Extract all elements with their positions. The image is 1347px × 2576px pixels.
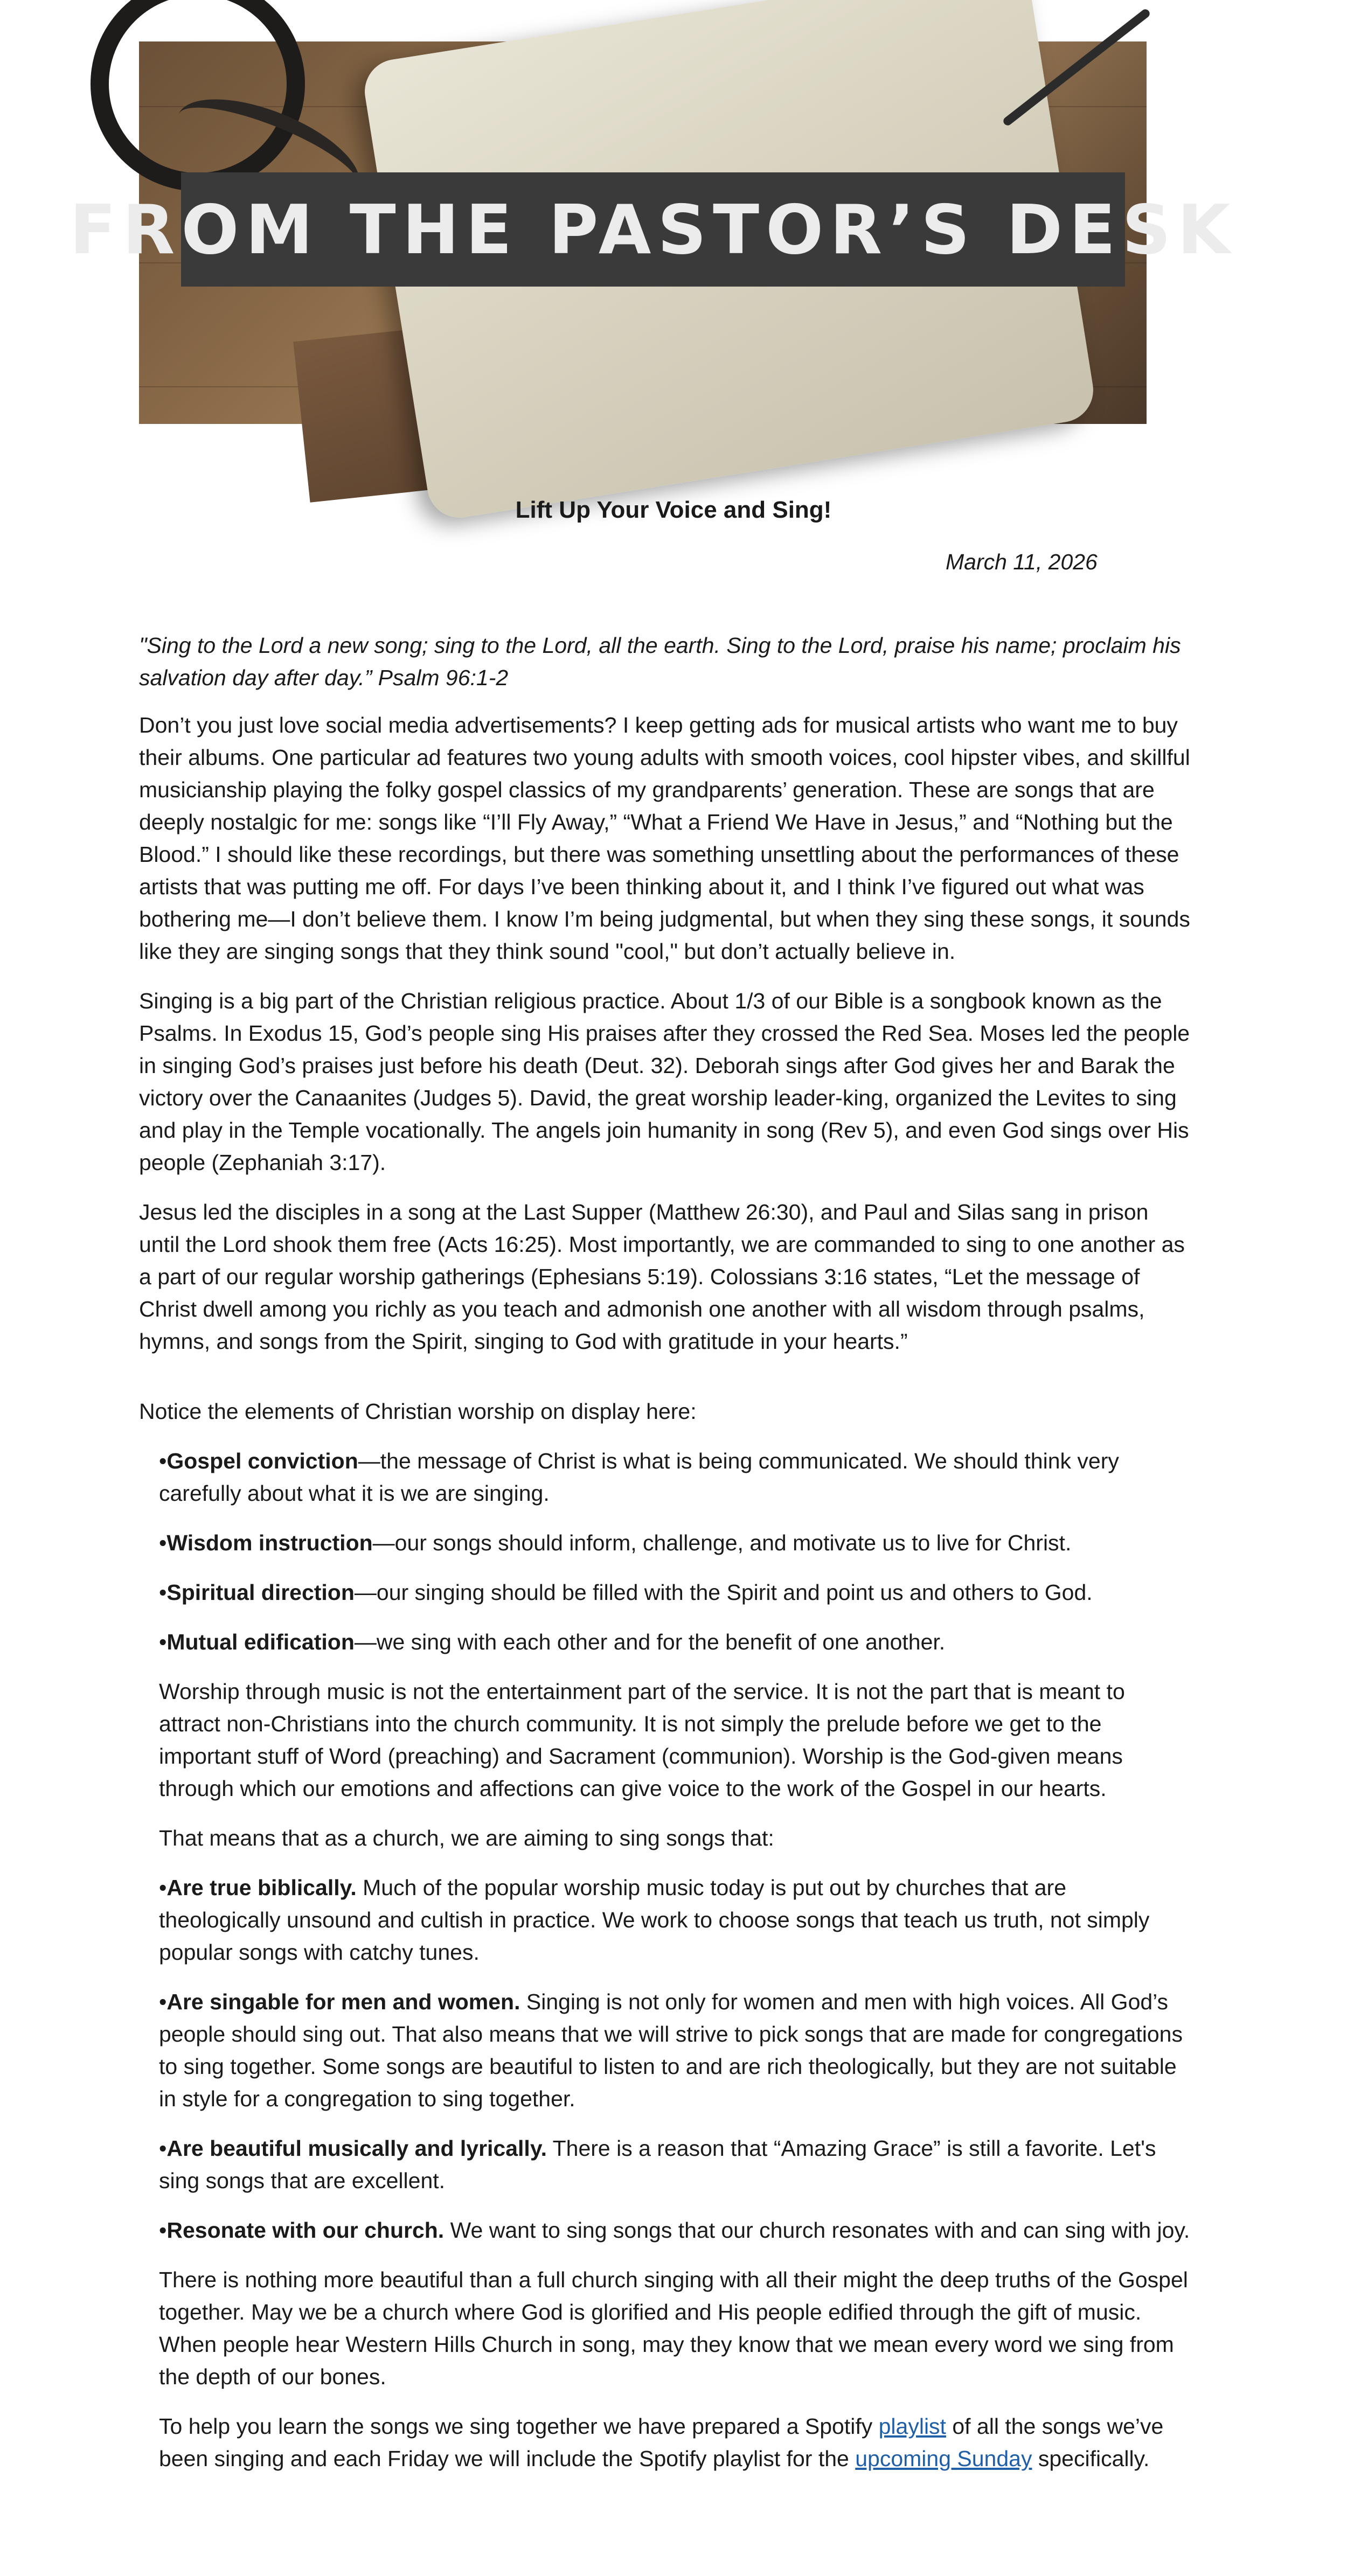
list-item-desc: —the message of Christ is what is being communicated. We should think very carefully about what it is we are singing. — [159, 1449, 1119, 1506]
paragraph: Worship through music is not the entertainment part of the service. It is not the part that is meant to attract non-Christians into the church community. It is not simply the prelude before we get to the important stuff of Word (preaching) and Sacrament (communion). Worship is the God-given means through which our emotions and affections can give voice to the work of the Gospel in our hearts. — [159, 1679, 1125, 1801]
list-item-term: Mutual edification — [166, 1630, 355, 1654]
paragraph: Jesus led the disciples in a song at the Last Supper (Matthew 26:30), and Paul and Silas sang in prison until the Lord shook them free (Acts 16:25). Most importantly, we are commanded to sing to one another as a part of our regular worship gatherings (Ephesians 5:19). Colossians 3:16 states, “Let the message of Christ dwell among you richly as you teach and admonish one another with all wisdom through psalms, hymns, and songs from the Spirit, singing to God with gratitude in your hearts.” — [139, 1200, 1185, 1354]
list-item — [159, 2214, 1191, 2246]
elements-intro: Notice the elements of Christian worship on display here: — [139, 1399, 697, 1424]
article-date: March 11, 2026 — [946, 549, 1098, 574]
list-item-term: Wisdom instruction — [166, 1530, 373, 1555]
article-body — [139, 629, 1191, 2492]
list-item-term: Gospel conviction — [166, 1449, 358, 1473]
list-item — [159, 1445, 1191, 1509]
list-item-term: Are beautiful musically and lyrically. — [166, 2136, 547, 2161]
spotify-text: of all the songs we’ve been singing and each Friday we will include the Spotify playlist for the — [159, 2414, 1164, 2471]
list-item — [159, 1527, 1191, 1559]
list-item-term: Are singable for men and women. — [166, 1989, 520, 2014]
bullet-icon: • — [159, 1530, 167, 1555]
banner-title: FROM THE PASTOR’S DESK — [70, 190, 1237, 269]
list-item-desc: —we sing with each other and for the benefit of one another. — [354, 1630, 946, 1654]
header-banner-image — [70, 41, 1237, 424]
banner-title-bar — [70, 172, 1237, 287]
list-item-desc: There is a reason that “Amazing Grace” is still a favorite. Let's sing songs that are excellent. — [159, 2136, 1156, 2193]
bullet-icon: • — [159, 1580, 167, 1605]
list-item-term: Resonate with our church. — [166, 2218, 445, 2243]
playlist-link[interactable]: playlist — [878, 2414, 946, 2439]
bullet-icon: • — [159, 1449, 167, 1473]
list-item-desc: We want to sing songs that our church resonates with and can sing with joy. — [444, 2218, 1190, 2243]
list-item-term: Spiritual direction — [166, 1580, 355, 1605]
elements-list — [139, 1445, 1191, 2475]
bullet-icon: • — [159, 1875, 167, 1900]
spotify-text: specifically. — [1032, 2446, 1150, 2471]
list-item-desc: Singing is not only for women and men with high voices. All God’s people should sing out. That also means that we will strive to pick songs that are made for congregations to sing together. Some songs are beautiful to listen to and are rich theologically, but they are not suitable in style for a congregation to sing together. — [159, 1989, 1183, 2111]
list-item-desc: Much of the popular worship music today is put out by churches that are theologically unsound and cultish in practice. We work to choose songs that teach us truth, not simply popular songs with catchy tunes. — [159, 1875, 1150, 1965]
article-title: Lift Up Your Voice and Sing! — [515, 497, 832, 523]
bullet-icon: • — [159, 1630, 167, 1654]
list-item — [159, 1871, 1191, 1968]
bullet-icon: • — [159, 2218, 167, 2243]
bullet-icon: • — [159, 2136, 167, 2161]
list-item-desc: —our singing should be filled with the Spirit and point us and others to God. — [354, 1580, 1093, 1605]
list-item — [159, 1626, 1191, 1658]
paragraph: There is nothing more beautiful than a full church singing with all their might the deep truths of the Gospel together. May we be a church where God is glorified and His people edified through the gift of music. When people hear Western Hills Church in song, may they know that we mean every word we sing from the depth of our bones. — [159, 2267, 1188, 2389]
scripture-quote: "Sing to the Lord a new song; sing to the Lord, all the earth. Sing to the Lord, praise his name; proclaim his salvation day after day.” Psalm 96:1-2 — [139, 633, 1181, 690]
paragraph: Singing is a big part of the Christian religious practice. About 1/3 of our Bible is a songbook known as the Psalms. In Exodus 15, God’s people sing His praises after they crossed the Red Sea. Moses led the people in singing God’s praises just before his death (Deut. 32). Deborah sings after God gives her and Barak the victory over the Canaanites (Judges 5). David, the great worship leader-king, organized the Levites to sing and play in the Temple vocationally. The angels join humanity in song (Rev 5), and even God sings over His people (Zephaniah 3:17). — [139, 988, 1190, 1175]
spotify-paragraph — [159, 2410, 1191, 2475]
spotify-text: To help you learn the songs we sing together we have prepared a Spotify — [159, 2414, 879, 2439]
bullet-icon: • — [159, 1989, 167, 2014]
upcoming-sunday-link[interactable]: upcoming Sunday — [855, 2446, 1032, 2471]
list-item — [159, 1986, 1191, 2115]
list-item-desc: —our songs should inform, challenge, and motivate us to live for Christ. — [372, 1530, 1072, 1555]
list-item — [159, 1576, 1191, 1609]
list-item-term: Are true biblically. — [166, 1875, 357, 1900]
list-item — [159, 2132, 1191, 2197]
aims-intro: That means that as a church, we are aiming to sing songs that: — [159, 1826, 774, 1850]
paragraph: Don’t you just love social media advertisements? I keep getting ads for musical artists who want me to buy their albums. One particular ad features two young adults with smooth voices, cool hipster vibes, and skillful musicianship playing the folky gospel classics of my grandparents’ generation. These are songs that are deeply nostalgic for me: songs like “I’ll Fly Away,” “What a Friend We Have in Jesus,” and “Nothing but the Blood.” I should like these recordings, but there was something unsettling about the performances of these artists that was putting me off. For days I’ve been thinking about it, and I think I’ve figured out what was bothering me—I don’t believe them. I know I’m being judgmental, but when they sing these songs, it sounds like they are singing songs that they think sound "cool," but don’t actually believe in. — [139, 713, 1190, 964]
